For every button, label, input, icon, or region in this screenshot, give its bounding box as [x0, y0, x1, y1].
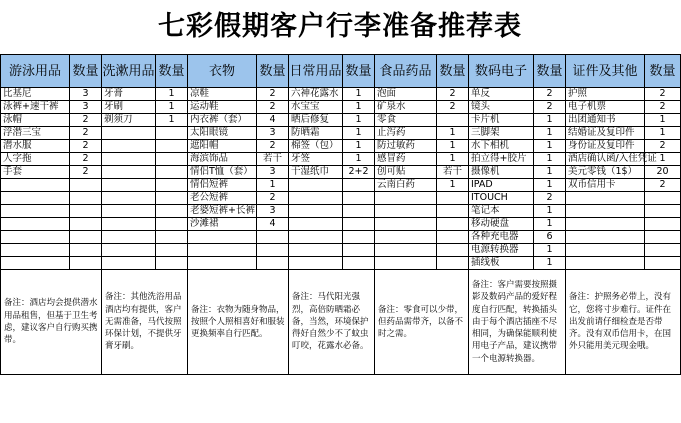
quantity-cell: 1	[645, 127, 681, 140]
item-cell-clothing: 沙滩裙	[188, 218, 257, 231]
item-cell-daily	[289, 244, 343, 257]
column-header-clothing: 衣物	[188, 55, 257, 88]
item-cell-toiletry: 剃须刀	[102, 114, 156, 127]
item-cell-clothing: 运动鞋	[188, 101, 257, 114]
quantity-cell: 若干	[437, 166, 469, 179]
column-header-food-medicine: 食品药品	[375, 55, 437, 88]
table-row	[1, 153, 681, 166]
item-cell-swim: 比基尼	[1, 88, 70, 101]
quantity-cell: 2	[534, 192, 566, 205]
quantity-cell: 2	[70, 166, 102, 179]
quantity-cell: 2	[70, 127, 102, 140]
quantity-cell: 2	[534, 88, 566, 101]
quantity-cell: 2	[437, 88, 469, 101]
item-cell-documents	[566, 192, 645, 205]
item-cell-documents: 护照	[566, 88, 645, 101]
table-row	[1, 140, 681, 153]
quantity-cell: 2	[70, 153, 102, 166]
item-cell-swim: 泳裤+速干裤	[1, 101, 70, 114]
item-cell-daily: 棉签（包）	[289, 140, 343, 153]
quantity-cell	[70, 192, 102, 205]
quantity-cell	[70, 218, 102, 231]
quantity-cell: 1	[437, 153, 469, 166]
item-cell-swim: 手套	[1, 166, 70, 179]
column-header-daily: 日常用品	[289, 55, 343, 88]
note-clothing: 备注：衣物为随身物品，按照个人照相喜好和服装更换频率自行匹配。	[188, 270, 289, 375]
table-row	[1, 257, 681, 270]
quantity-cell: 1	[534, 166, 566, 179]
item-cell-documents: 美元零钱（1$）	[566, 166, 645, 179]
item-cell-documents	[566, 244, 645, 257]
column-header-quantity: 数量	[70, 55, 102, 88]
quantity-cell: 3	[257, 205, 289, 218]
quantity-cell: 1	[437, 127, 469, 140]
item-cell-documents: 酒店确认函/入住凭证	[566, 153, 645, 166]
quantity-cell	[156, 205, 188, 218]
table-row	[1, 244, 681, 257]
page-title: 七彩假期客户行李准备推荐表	[0, 0, 680, 55]
quantity-cell	[343, 192, 375, 205]
quantity-cell: 1	[645, 114, 681, 127]
item-cell-food-medicine: 矿泉水	[375, 101, 437, 114]
column-header-swim: 游泳用品	[1, 55, 70, 88]
quantity-cell	[645, 205, 681, 218]
quantity-cell	[257, 244, 289, 257]
table-row	[1, 114, 681, 127]
item-cell-food-medicine: 感冒药	[375, 153, 437, 166]
item-cell-documents	[566, 257, 645, 270]
quantity-cell: 2	[257, 192, 289, 205]
quantity-cell	[437, 192, 469, 205]
quantity-cell: 2	[257, 101, 289, 114]
item-cell-clothing: 老公短裤	[188, 192, 257, 205]
item-cell-food-medicine	[375, 218, 437, 231]
item-cell-swim: 人字拖	[1, 153, 70, 166]
quantity-cell	[70, 179, 102, 192]
quantity-cell: 2	[257, 88, 289, 101]
item-cell-food-medicine	[375, 205, 437, 218]
item-cell-toiletry	[102, 231, 156, 244]
note-toiletry: 备注：其他洗浴用品酒店均有提供，客户无需准备，马代按照环保计划，不提供牙膏牙刷。	[102, 270, 188, 375]
quantity-cell	[645, 244, 681, 257]
item-cell-documents	[566, 218, 645, 231]
item-cell-food-medicine: 防过敏药	[375, 140, 437, 153]
item-cell-daily: 牙签	[289, 153, 343, 166]
quantity-cell	[156, 127, 188, 140]
item-cell-digital: 移动硬盘	[469, 218, 534, 231]
quantity-cell: 1	[534, 257, 566, 270]
item-cell-swim: 潜水服	[1, 140, 70, 153]
item-cell-food-medicine	[375, 231, 437, 244]
quantity-cell: 1	[534, 244, 566, 257]
quantity-cell	[437, 218, 469, 231]
item-cell-documents: 身份证及复印件	[566, 140, 645, 153]
quantity-cell: 1	[343, 101, 375, 114]
table-row	[1, 179, 681, 192]
quantity-cell	[437, 231, 469, 244]
item-cell-food-medicine: 止泻药	[375, 127, 437, 140]
table-row	[1, 218, 681, 231]
item-cell-swim	[1, 257, 70, 270]
quantity-cell	[156, 179, 188, 192]
item-cell-digital: 镜头	[469, 101, 534, 114]
column-header-quantity: 数量	[645, 55, 681, 88]
column-header-quantity: 数量	[257, 55, 289, 88]
quantity-cell	[343, 257, 375, 270]
quantity-cell	[343, 244, 375, 257]
item-cell-toiletry	[102, 257, 156, 270]
quantity-cell: 4	[257, 114, 289, 127]
item-cell-documents: 电子机票	[566, 101, 645, 114]
table-row	[1, 192, 681, 205]
item-cell-daily	[289, 257, 343, 270]
item-cell-toiletry	[102, 179, 156, 192]
item-cell-digital: 电源转换器	[469, 244, 534, 257]
quantity-cell	[156, 231, 188, 244]
quantity-cell	[257, 231, 289, 244]
quantity-cell: 1	[156, 114, 188, 127]
item-cell-toiletry	[102, 127, 156, 140]
item-cell-food-medicine: 云南白药	[375, 179, 437, 192]
item-cell-clothing: 情侣短裤	[188, 179, 257, 192]
item-cell-documents	[566, 205, 645, 218]
quantity-cell: 2	[645, 88, 681, 101]
item-cell-daily	[289, 205, 343, 218]
item-cell-toiletry	[102, 218, 156, 231]
quantity-cell: 4	[257, 218, 289, 231]
quantity-cell	[645, 231, 681, 244]
quantity-cell	[645, 192, 681, 205]
quantity-cell: 2	[70, 114, 102, 127]
quantity-cell: 2	[645, 101, 681, 114]
quantity-cell: 1	[343, 114, 375, 127]
quantity-cell	[437, 244, 469, 257]
quantity-cell: 2	[534, 101, 566, 114]
quantity-cell: 2	[645, 140, 681, 153]
item-cell-digital: 摄像机	[469, 166, 534, 179]
item-cell-swim: 泳帽	[1, 114, 70, 127]
quantity-cell: 1	[534, 114, 566, 127]
column-header-quantity: 数量	[534, 55, 566, 88]
quantity-cell: 1	[343, 88, 375, 101]
item-cell-daily	[289, 179, 343, 192]
quantity-cell: 3	[257, 166, 289, 179]
quantity-cell: 20	[645, 166, 681, 179]
quantity-cell: 6	[534, 231, 566, 244]
item-cell-daily: 水宝宝	[289, 101, 343, 114]
item-cell-swim	[1, 179, 70, 192]
note-digital: 备注：客户需要按照摄影及数码产品的爱好程度自行匹配，转换插头由于每个酒店插座不尽相同，为确保能顺利使用电子产品，建议携带一个电源转换器。	[469, 270, 566, 375]
quantity-cell	[343, 231, 375, 244]
item-cell-digital: ITOUCH	[469, 192, 534, 205]
quantity-cell: 2	[645, 179, 681, 192]
quantity-cell: 2	[70, 140, 102, 153]
quantity-cell: 3	[257, 127, 289, 140]
item-cell-clothing: 凉鞋	[188, 88, 257, 101]
item-cell-digital: 卡片机	[469, 114, 534, 127]
quantity-cell: 1	[534, 127, 566, 140]
quantity-cell	[156, 244, 188, 257]
item-cell-digital: 拍立得+胶片	[469, 153, 534, 166]
item-cell-documents: 结婚证及复印件	[566, 127, 645, 140]
quantity-cell	[437, 257, 469, 270]
item-cell-clothing	[188, 231, 257, 244]
quantity-cell	[156, 166, 188, 179]
item-cell-clothing: 海滨饰品	[188, 153, 257, 166]
quantity-cell: 1	[257, 179, 289, 192]
item-cell-swim	[1, 205, 70, 218]
quantity-cell: 3	[70, 88, 102, 101]
item-cell-toiletry	[102, 192, 156, 205]
quantity-cell: 1	[437, 179, 469, 192]
quantity-cell	[343, 218, 375, 231]
item-cell-daily: 防晒霜	[289, 127, 343, 140]
notes-row	[1, 270, 681, 375]
item-cell-swim	[1, 192, 70, 205]
item-cell-clothing	[188, 244, 257, 257]
item-cell-swim	[1, 218, 70, 231]
column-header-quantity: 数量	[437, 55, 469, 88]
item-cell-clothing: 太阳眼镜	[188, 127, 257, 140]
item-cell-toiletry: 牙膏	[102, 88, 156, 101]
item-cell-digital: 插线板	[469, 257, 534, 270]
quantity-cell: 1	[343, 140, 375, 153]
item-cell-swim	[1, 231, 70, 244]
item-cell-clothing: 老婆短裤+长裤	[188, 205, 257, 218]
item-cell-daily: 六神花露水	[289, 88, 343, 101]
item-cell-swim: 浮潜三宝	[1, 127, 70, 140]
quantity-cell	[437, 114, 469, 127]
quantity-cell	[645, 257, 681, 270]
quantity-cell	[70, 257, 102, 270]
item-cell-documents: 双币信用卡	[566, 179, 645, 192]
item-cell-food-medicine	[375, 244, 437, 257]
quantity-cell	[156, 153, 188, 166]
column-header-toiletry: 洗漱用品	[102, 55, 156, 88]
item-cell-food-medicine: 零食	[375, 114, 437, 127]
column-header-quantity: 数量	[156, 55, 188, 88]
item-cell-daily	[289, 231, 343, 244]
column-header-digital: 数码电子	[469, 55, 534, 88]
table-row	[1, 127, 681, 140]
quantity-cell	[437, 205, 469, 218]
quantity-cell: 3	[70, 101, 102, 114]
item-cell-digital: IPAD	[469, 179, 534, 192]
item-cell-toiletry	[102, 166, 156, 179]
item-cell-toiletry	[102, 205, 156, 218]
quantity-cell: 1	[437, 140, 469, 153]
quantity-cell: 若干	[257, 153, 289, 166]
item-cell-food-medicine: 泡面	[375, 88, 437, 101]
quantity-cell: 1	[156, 88, 188, 101]
quantity-cell: 1	[343, 127, 375, 140]
item-cell-daily	[289, 192, 343, 205]
quantity-cell: 2	[257, 140, 289, 153]
item-cell-toiletry	[102, 140, 156, 153]
item-cell-daily: 晒后修复	[289, 114, 343, 127]
item-cell-documents: 出团通知书	[566, 114, 645, 127]
column-header-documents: 证件及其他	[566, 55, 645, 88]
quantity-cell: 2+2	[343, 166, 375, 179]
item-cell-clothing: 遮阳帽	[188, 140, 257, 153]
item-cell-daily	[289, 218, 343, 231]
quantity-cell	[70, 244, 102, 257]
column-header-quantity: 数量	[343, 55, 375, 88]
item-cell-food-medicine: 创可贴	[375, 166, 437, 179]
item-cell-digital: 水下相机	[469, 140, 534, 153]
item-cell-toiletry	[102, 244, 156, 257]
item-cell-food-medicine	[375, 257, 437, 270]
quantity-cell: 1	[343, 153, 375, 166]
table-row	[1, 101, 681, 114]
item-cell-documents	[566, 231, 645, 244]
item-cell-digital: 笔记本	[469, 205, 534, 218]
note-swim: 备注：酒店均会提供潜水用品租售，但基于卫生考虑，建议客户自行购买携带。	[1, 270, 102, 375]
table-row	[1, 205, 681, 218]
item-cell-digital: 各种充电器	[469, 231, 534, 244]
header-row	[1, 55, 681, 88]
note-daily: 备注：马代阳光强烈，高倍防晒霜必备，当然，环境保护得好自然少不了蚊虫叮咬，花露水必备。	[289, 270, 375, 375]
quantity-cell: 1	[156, 101, 188, 114]
quantity-cell	[156, 218, 188, 231]
item-cell-digital: 单反	[469, 88, 534, 101]
quantity-cell	[343, 179, 375, 192]
quantity-cell	[70, 231, 102, 244]
quantity-cell	[343, 205, 375, 218]
item-cell-daily: 干湿纸巾	[289, 166, 343, 179]
quantity-cell: 1	[534, 140, 566, 153]
quantity-cell	[257, 257, 289, 270]
quantity-cell: 1	[534, 218, 566, 231]
item-cell-digital: 三脚架	[469, 127, 534, 140]
quantity-cell	[645, 218, 681, 231]
item-cell-clothing	[188, 257, 257, 270]
item-cell-clothing: 内衣裤（套）	[188, 114, 257, 127]
table-row	[1, 88, 681, 101]
table-row	[1, 231, 681, 244]
item-cell-food-medicine	[375, 192, 437, 205]
quantity-cell: 1	[645, 153, 681, 166]
table-row	[1, 166, 681, 179]
note-documents: 备注：护照务必带上，没有它，您将寸步难行。证件在出发前请仔细检查是否带齐。没有双币信用卡，在国外只能用美元现金哦。	[566, 270, 681, 375]
quantity-cell	[156, 140, 188, 153]
quantity-cell: 2	[437, 101, 469, 114]
checklist-table	[0, 54, 681, 375]
quantity-cell	[70, 205, 102, 218]
quantity-cell	[156, 257, 188, 270]
quantity-cell: 1	[534, 179, 566, 192]
quantity-cell: 1	[534, 153, 566, 166]
quantity-cell	[156, 192, 188, 205]
item-cell-clothing: 情侣T恤（套）	[188, 166, 257, 179]
item-cell-toiletry	[102, 153, 156, 166]
item-cell-swim	[1, 244, 70, 257]
note-food-medicine: 备注：零食可以少带，但药品需带齐，以备不时之需。	[375, 270, 469, 375]
quantity-cell: 1	[534, 205, 566, 218]
item-cell-toiletry: 牙刷	[102, 101, 156, 114]
